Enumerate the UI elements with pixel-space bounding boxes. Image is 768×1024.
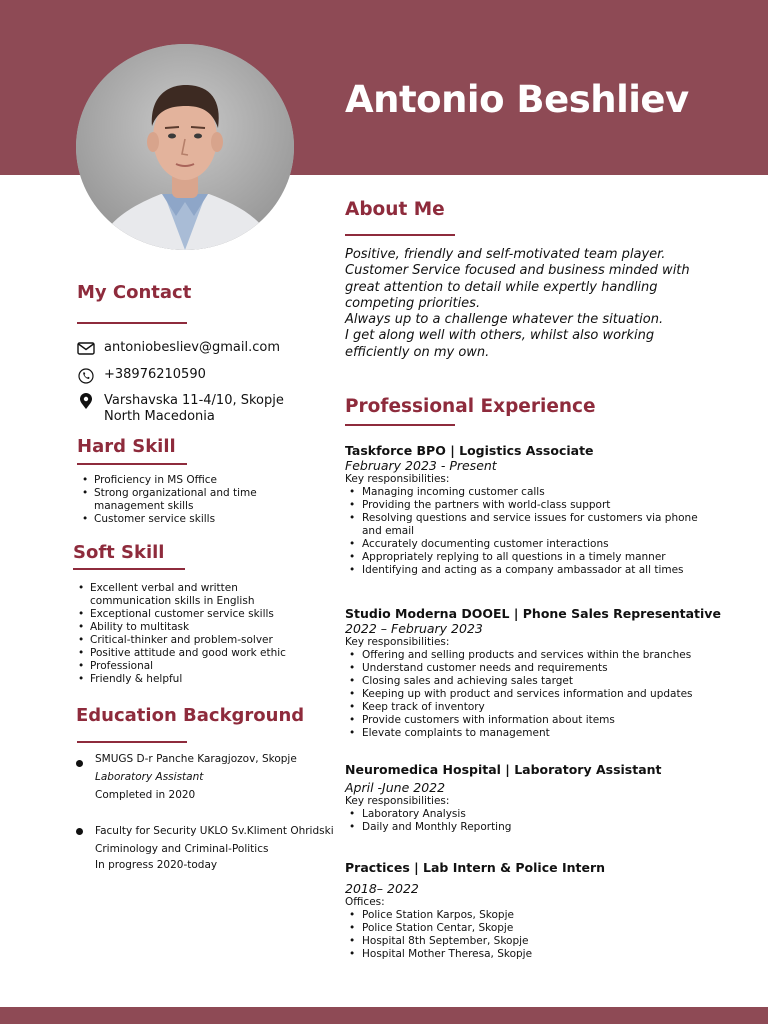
list-item: • Customer service skills bbox=[79, 513, 257, 526]
education-status: In progress 2020-today bbox=[95, 859, 218, 871]
list-item: • Closing sales and achieving sales target bbox=[345, 675, 705, 688]
email-link[interactable]: antoniobesliev@gmail.com bbox=[104, 340, 281, 355]
list-item: • Providing the partners with world-class support bbox=[345, 499, 705, 512]
divider bbox=[77, 463, 187, 465]
soft-skill-list bbox=[75, 582, 286, 686]
job-responsibilities bbox=[345, 909, 705, 961]
job-entry bbox=[345, 860, 705, 961]
education-entry bbox=[76, 750, 297, 804]
divider bbox=[345, 424, 455, 426]
footer-band bbox=[0, 1007, 768, 1024]
bullet-icon bbox=[76, 760, 83, 767]
list-item: • Keeping up with product and services information and updates bbox=[345, 688, 705, 701]
list-item: • Friendly & helpful bbox=[75, 673, 286, 686]
job-entry bbox=[345, 606, 721, 740]
about-line: Always up to a challenge whatever the situation. bbox=[345, 312, 664, 328]
list-item: • Accurately documenting customer interactions bbox=[345, 538, 705, 551]
list-item: • Police Station Centar, Skopje bbox=[345, 922, 705, 935]
location-pin-icon bbox=[76, 393, 96, 410]
job-entry bbox=[345, 443, 705, 577]
list-item: • Understand customer needs and requirements bbox=[345, 662, 705, 675]
job-key-label: Key responsibilities: bbox=[345, 636, 450, 648]
list-item: • Daily and Monthly Reporting bbox=[345, 821, 705, 834]
phone-number: +38976210590 bbox=[104, 367, 206, 382]
job-entry bbox=[345, 762, 705, 834]
field-of-study: Criminology and Criminal-Politics bbox=[95, 843, 269, 855]
soft-skill-heading: Soft Skill bbox=[73, 542, 165, 563]
list-item: • Strong organizational and time bbox=[79, 487, 257, 500]
list-item: • Hospital Mother Theresa, Skopje bbox=[345, 948, 705, 961]
divider bbox=[77, 322, 187, 324]
divider bbox=[77, 741, 187, 743]
address-contact bbox=[76, 393, 284, 425]
about-line: competing priorities. bbox=[345, 295, 481, 311]
education-heading: Education Background bbox=[76, 705, 305, 726]
list-item: • Critical-thinker and problem-solver bbox=[75, 634, 286, 647]
list-item: • Provide customers with information about items bbox=[345, 714, 705, 727]
job-responsibilities bbox=[345, 486, 705, 577]
education-entry bbox=[76, 822, 334, 874]
job-title: Practices | Lab Intern & Police Intern bbox=[345, 860, 606, 875]
mail-icon bbox=[76, 340, 96, 357]
page-title: Antonio Beshliev bbox=[345, 78, 689, 121]
bullet-icon bbox=[76, 828, 83, 835]
list-item: • Excellent verbal and written bbox=[75, 582, 286, 595]
contact-heading: My Contact bbox=[77, 282, 192, 303]
job-responsibilities bbox=[345, 808, 705, 834]
email-contact bbox=[76, 340, 280, 357]
job-key-label: Key responsibilities: bbox=[345, 473, 450, 485]
hard-skill-heading: Hard Skill bbox=[77, 436, 176, 457]
list-item: • Police Station Karpos, Skopje bbox=[345, 909, 705, 922]
about-text bbox=[345, 247, 705, 361]
job-date: February 2023 - Present bbox=[345, 458, 497, 473]
list-item: • Proficiency in MS Office bbox=[79, 474, 257, 487]
list-item: • Professional bbox=[75, 660, 286, 673]
list-item: • Identifying and acting as a company ambassador at all times bbox=[345, 564, 705, 577]
list-item-continued: communication skills in English bbox=[90, 595, 255, 607]
hard-skill-list bbox=[79, 474, 257, 526]
list-item: • Exceptional customer service skills bbox=[75, 608, 286, 621]
job-responsibilities bbox=[345, 649, 705, 740]
list-item: • Elevate complaints to management bbox=[345, 727, 705, 740]
address-line-2: North Macedonia bbox=[104, 409, 215, 424]
education-status: Completed in 2020 bbox=[95, 789, 196, 801]
job-date: April -June 2022 bbox=[345, 780, 446, 795]
address-line-1: Varshavska 11-4/10, Skopje bbox=[104, 393, 284, 408]
divider bbox=[345, 234, 455, 236]
job-title: Taskforce BPO | Logistics Associate bbox=[345, 443, 594, 458]
list-item: • Appropriately replying to all questions in a timely manner bbox=[345, 551, 705, 564]
divider bbox=[73, 568, 185, 570]
about-line: Positive, friendly and self-motivated team player. bbox=[345, 247, 666, 262]
list-item: • Managing incoming customer calls bbox=[345, 486, 705, 499]
list-item: • Positive attitude and good work ethic bbox=[75, 647, 286, 660]
about-line: great attention to detail while expertly handling bbox=[345, 279, 658, 295]
about-line: Customer Service focused and business minded with bbox=[345, 263, 690, 279]
job-date: 2022 – February 2023 bbox=[345, 621, 483, 636]
job-title: Neuromedica Hospital | Laboratory Assistant bbox=[345, 762, 662, 777]
job-title: Studio Moderna DOOEL | Phone Sales Representative bbox=[345, 606, 721, 621]
job-key-label: Offices: bbox=[345, 896, 385, 908]
list-item-continued: management skills bbox=[94, 500, 194, 512]
field-of-study: Laboratory Assistant bbox=[95, 771, 204, 783]
phone-contact bbox=[76, 367, 206, 384]
job-key-label: Key responsibilities: bbox=[345, 795, 450, 807]
about-line: I get along well with others, whilst also working bbox=[345, 328, 655, 344]
about-heading: About Me bbox=[345, 199, 445, 220]
school-name: Faculty for Security UKLO Sv.Kliment Ohridski bbox=[95, 825, 334, 837]
experience-heading: Professional Experience bbox=[345, 396, 596, 417]
list-item: • Ability to multitask bbox=[75, 621, 286, 634]
list-item: • Hospital 8th September, Skopje bbox=[345, 935, 705, 948]
list-item-continued: and email bbox=[362, 525, 415, 537]
list-item: • Resolving questions and service issues for customers via phone bbox=[345, 512, 705, 525]
list-item: • Laboratory Analysis bbox=[345, 808, 705, 821]
about-line: efficiently on my own. bbox=[345, 344, 490, 360]
job-date: 2018– 2022 bbox=[345, 881, 419, 896]
list-item: • Keep track of inventory bbox=[345, 701, 705, 714]
avatar bbox=[76, 44, 294, 250]
list-item: • Offering and selling products and services within the branches bbox=[345, 649, 705, 662]
school-name: SMUGS D-r Panche Karagjozov, Skopje bbox=[95, 753, 297, 765]
phone-icon bbox=[76, 367, 96, 384]
